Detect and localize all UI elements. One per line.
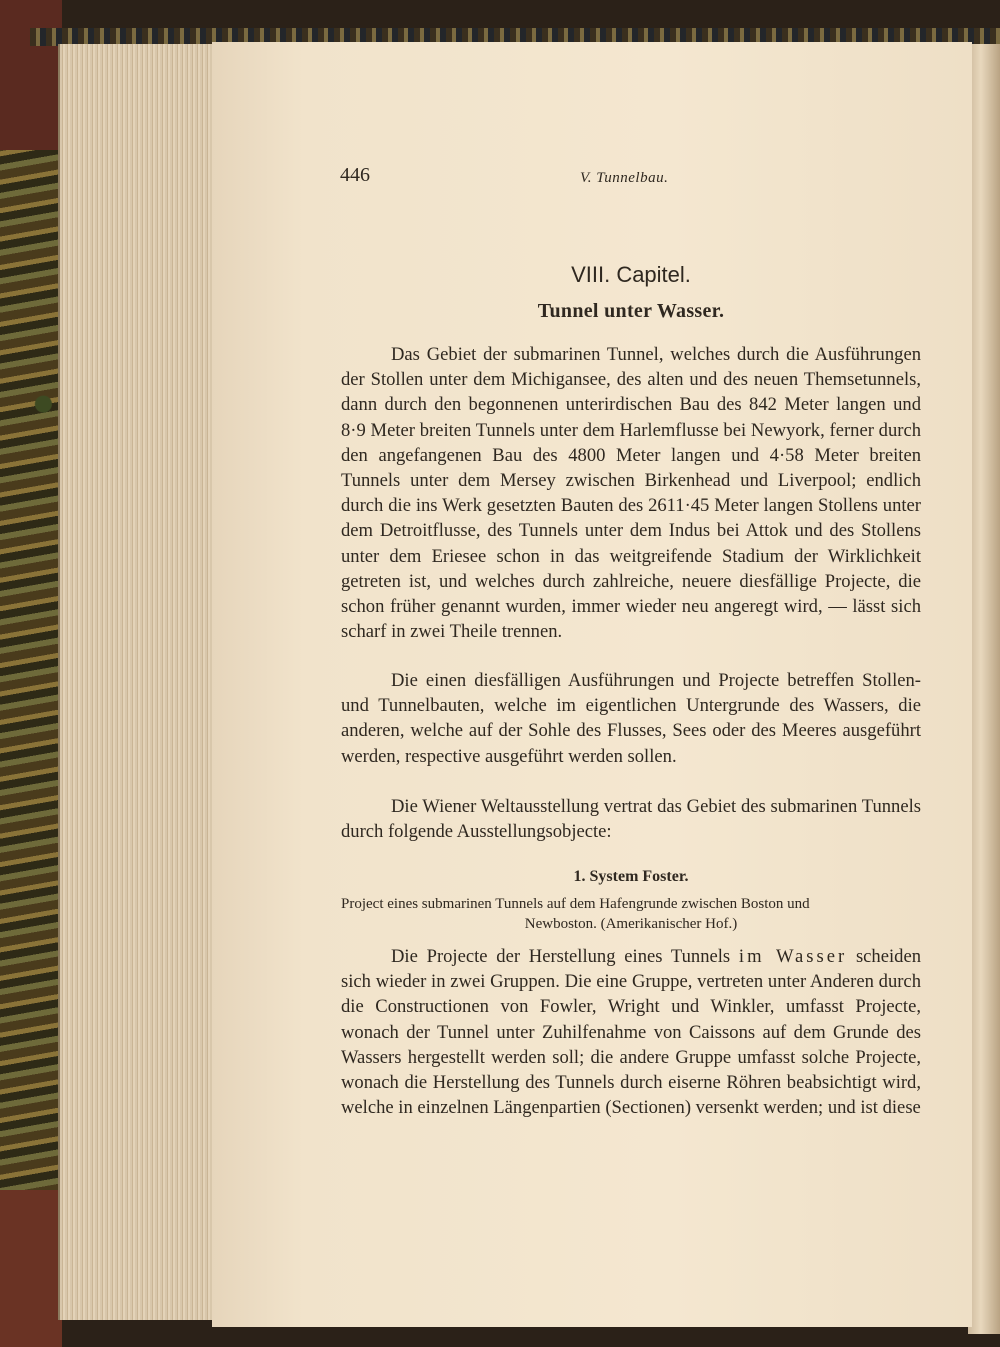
paragraph-3: Die Wiener Weltausstellung vertrat das Gebiet des submarinen Tunnels durch folgende Ausstellungsobjecte: — [341, 796, 921, 843]
book-cover-corner-top — [0, 0, 62, 150]
section-subtitle — [341, 894, 921, 934]
book-cover-corner-bottom — [0, 1190, 62, 1347]
book-cover-marbled — [0, 0, 62, 1347]
paragraph-4-start: Die Projecte der Herstellung eines Tunnels — [391, 946, 739, 967]
chapter-title: Tunnel unter Wasser. — [537, 300, 725, 322]
paragraph-4-rest: scheiden sich wieder in zwei Gruppen. Die eine Gruppe, vertreten unter Anderen durch die Constructionen von Fowler, Wright und Winkler, umfasst Projecte, wonach der Tunnel unter Zuhilfenahme von Caissons auf dem Grunde des Wassers hergestellt werden soll; die andere Gruppe umfasst solche Projecte, wonach die Herstellung des Tunnels durch eiserne Röhren beabsichtigt wird, welche in einzelnen Längenpartien (Sectionen) versenkt werden; und ist diese — [341, 946, 921, 1119]
paragraph-1: Das Gebiet der submarinen Tunnel, welches durch die Ausführungen der Stollen unter dem Michigansee, des alten und des neuen Themsetunnels, dann durch den begonnenen unterirdischen Bau des 842 Meter langen und 8·9 Meter breiten Tunnels unter dem Harlemflusse bei Newyork, ferner durch den angefangenen Bau des 4800 Meter langen und 4·58 Meter breiten Tunnels unter dem Mersey zwischen Birkenhead und Liverpool; endlich durch die ins Werk gesetzten Bauten des 2611·45 Meter langen Stollens unter dem Detroitflusse, des Tunnels unter dem Indus bei Attok und des Stollens unter dem Eriesee schon in das weitgreifende Stadium der Wirklichkeit getreten ist, und welches durch zahlreiche, neuere diesfällige Projecte, die schon früher genannt wurden, immer wieder neu angeregt wird, — lässt sich scharf in zwei Theile trennen. — [341, 344, 921, 643]
section-subtitle-line-1: Project eines submarinen Tunnels auf dem Hafengrunde zwischen Boston und — [341, 896, 810, 912]
section-title: 1. System Foster. — [573, 868, 689, 885]
section-subtitle-line-2: Newboston. (Amerikanischer Hof.) — [524, 916, 738, 932]
page-number: 446 — [340, 164, 370, 186]
paragraph-4-emphasis: im Wasser — [738, 946, 848, 967]
facing-page-edge — [968, 44, 1000, 1334]
paragraph-4 — [341, 944, 921, 1120]
book-page — [212, 42, 972, 1327]
running-head: V. Tunnelbau. — [580, 170, 669, 186]
chapter-heading: VIII. Capitel. — [571, 262, 691, 287]
paragraph-2: Die einen diesfälligen Ausführungen und Projecte betreffen Stollen- und Tunnelbauten, welche im eigentlichen Untergrunde des Wassers, die anderen, welche auf der Sohle des Flusses, Sees oder des Meeres ausgeführt werden, respective ausgeführt werden sollen. — [341, 670, 921, 767]
page-header — [340, 164, 920, 194]
page-stack-edges — [58, 44, 218, 1320]
